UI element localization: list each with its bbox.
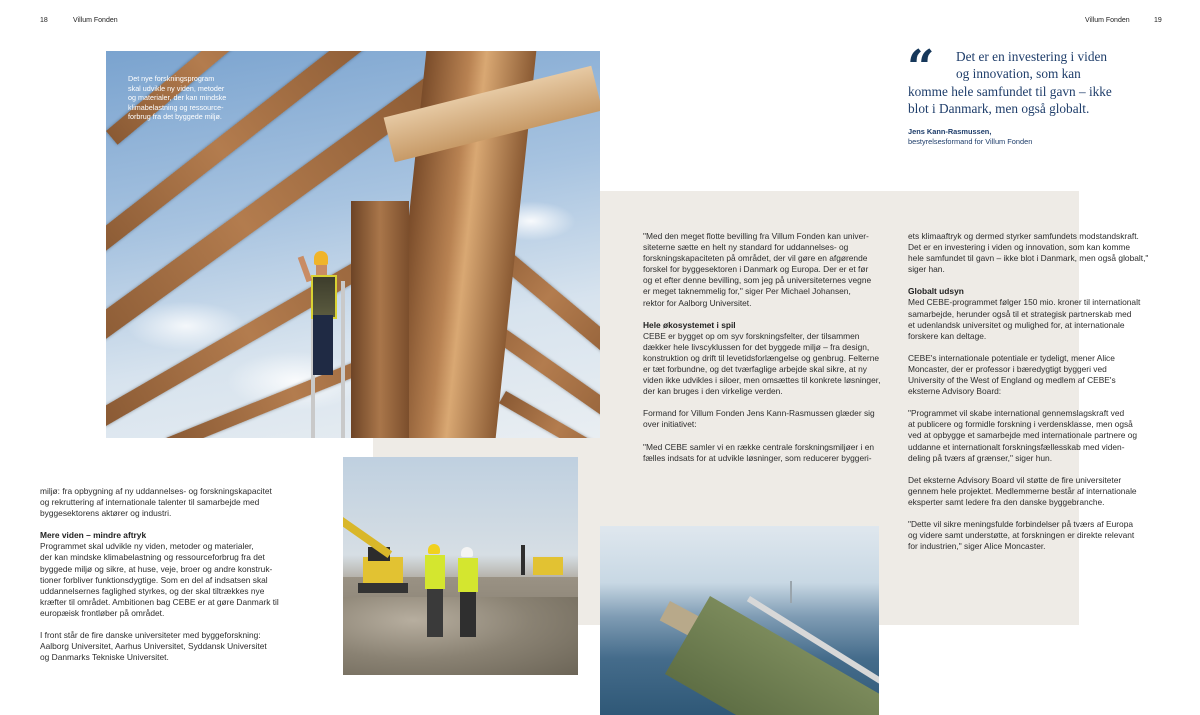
text-line: tioner forbliver funktionsdygtige. Som en del af indsatsen skal [40,574,268,585]
text-line: ved at opbygge et samarbejde med internationale partnere og [908,430,1138,441]
text-line: Med CEBE-programmet følger 150 mio. kroner til internationalt [908,297,1141,308]
text-line: uddannelsernes faglighed styrkes, og der skal tiltrækkes nye [40,585,265,596]
text-line: siger han. [908,264,945,275]
text-line: og rekruttering af internationale talenter til samarbejde med [40,497,260,508]
text-line: er meget taknemmelig for," siger Per Michael Johansen, [643,286,851,297]
text-line: hele samfundet til gavn – ikke blot i Danmark, men også globalt," [908,253,1149,264]
text-line: for industrien," siger Alice Moncaster. [908,541,1046,552]
right-column-text [908,231,1168,552]
text-line: gennem hele projektet. Medlemmerne består af internationale [908,485,1137,496]
caption-line: skal udvikle ny viden, metoder [128,83,225,93]
quote-mark-icon: “ [907,40,935,96]
text-line: rektor for Aalborg Universitet. [643,297,752,308]
photo-caption [128,74,226,122]
text-line: CEBE er bygget op om syv forskningsfelter, der tilsammen [643,330,860,341]
quote-line: og innovation, som kan [956,66,1081,82]
text-line: Det eksterne Advisory Board vil støtte de fire universiteter [908,474,1122,485]
text-line: der kan bruges i den virkelige verden. [643,386,783,397]
text-line: der kan mindske klimabelastning og ressourceforbrug fra det [40,552,265,563]
quote-line: komme hele samfundet til gavn – ikke [908,83,1112,99]
text-line: Aalborg Universitet, Aarhus Universitet, Syddansk Universitet [40,641,267,652]
left-page-number: 18 [40,17,48,24]
text-line: forskningskapaciteten på området, der vil gøre en afgørende [643,253,868,264]
text-line: University of the West of England og medlem af CEBE's [908,375,1116,386]
caption-line: klimabelastning og ressource- [128,102,224,112]
roof-truss-photo [106,51,600,438]
text-line: og Danmarks Tekniske Universitet. [40,652,169,663]
text-line: er tæt forbundne, og det tværfaglige arbejde skal sikre, at ny [643,364,867,375]
quote-line: Det er en investering i viden [956,49,1108,64]
text-line: at publicere og formidle forskning i verdensklasse, men også [908,419,1133,430]
quote-author-title: bestyrelsesformand for Villum Fonden [908,137,1033,147]
caption-line: og materialer, der kan mindske [128,93,227,102]
right-page-number: 19 [1154,17,1162,24]
text-line: ets klimaaftryk og dermed styrker samfundets modstandskraft. [908,231,1139,241]
construction-site-photo [343,457,578,675]
left-brand-name: Villum Fonden [73,17,118,24]
text-line: "Med den meget flotte bevilling fra Villum Fonden kan univer- [643,231,869,241]
text-line: eksperter samt ledere fra den danske byggebranche. [908,496,1105,507]
right-brand-name: Villum Fonden [1085,17,1130,24]
text-line: dækker hele livscyklussen for det byggede miljø – fra design, [643,341,870,352]
text-line: viden ikke udvikles i siloer, men omsættes til konkrete løsninger, [643,375,881,386]
text-line: "Dette vil sikre meningsfulde forbindelser på tværs af Europa [908,518,1134,529]
text-line: et udenlandsk universitet og mulighed for, at internationale [908,319,1125,330]
text-line: samarbejde, herunder også til et strategisk partnerskab med [908,308,1132,319]
text-line: kræfter til området. Ambitionen bag CEBE er at gøre Danmark til [40,596,279,607]
quote-line: blot i Danmark, men også globalt. [908,100,1090,116]
text-line: eksterne Advisory Board: [908,386,1002,397]
section-heading: Mere viden – mindre aftryk [40,530,147,541]
section-heading: Hele økosystemet i spil [643,319,736,330]
text-line: "Med CEBE samler vi en række centrale forskningsmiljøer i en [643,441,875,452]
text-line: miljø: fra opbygning af ny uddannelses- og forskningskapacitet [40,486,272,496]
aerial-coast-photo [600,526,879,715]
caption-line: forbrug fra det byggede miljø. [128,112,222,121]
pull-quote [907,40,1148,117]
text-line: og et efter denne bevilling, som jeg på universiteternes vegne [643,275,872,286]
text-line: uddanne et internationalt forskningsfællesskab med viden- [908,441,1125,452]
text-line: Formand for Villum Fonden Jens Kann-Rasmussen glæder sig [643,408,875,419]
quote-author-name: Jens Kann-Rasmussen, [908,127,992,136]
left-column-text [40,486,300,663]
section-heading: Globalt udsyn [908,286,964,297]
middle-column-text [643,231,898,464]
caption-line: Det nye forskningsprogram [128,74,215,83]
text-line: fælles indsats for at udvikle løsninger, som reducerer byggeri- [643,452,872,463]
text-line: og videre samt understøtte, at forskningen er direkte relevant [908,530,1135,541]
text-line: deling på tværs af grænser," siger hun. [908,452,1053,463]
text-line: forskere kan deltage. [908,330,987,341]
text-line: konstruktion og drift til levetidsforlængelse og genbrug. Felterne [643,352,880,363]
text-line: I front står de fire danske universiteter med byggeforskning: [40,630,261,641]
text-line: byggede miljø og sikre, at huse, veje, broer og andre konstruk- [40,563,273,574]
text-line: byggesektorens aktører og industri. [40,508,172,519]
text-line: forskel for byggesektoren i Danmark og Europa. Der er et før [643,264,869,275]
text-line: Programmet skal udvikle ny viden, metoder og materialer, [40,541,254,552]
text-line: over initiativet: [643,419,697,430]
text-line: CEBE's internationale potentiale er tydeligt, mener Alice [908,352,1115,363]
text-line: europæisk frontløber på området. [40,607,165,618]
text-line: "Programmet vil skabe international gennemslagskraft ved [908,408,1125,419]
text-line: siteterne sætte en helt ny standard for uddannelses- og [643,242,849,253]
text-line: Moncaster, der er professor i bæredygtigt byggeri ved [908,363,1107,374]
text-line: Det er en investering i viden og innovation, som kan komme [908,242,1131,253]
quote-attribution [908,127,1032,147]
